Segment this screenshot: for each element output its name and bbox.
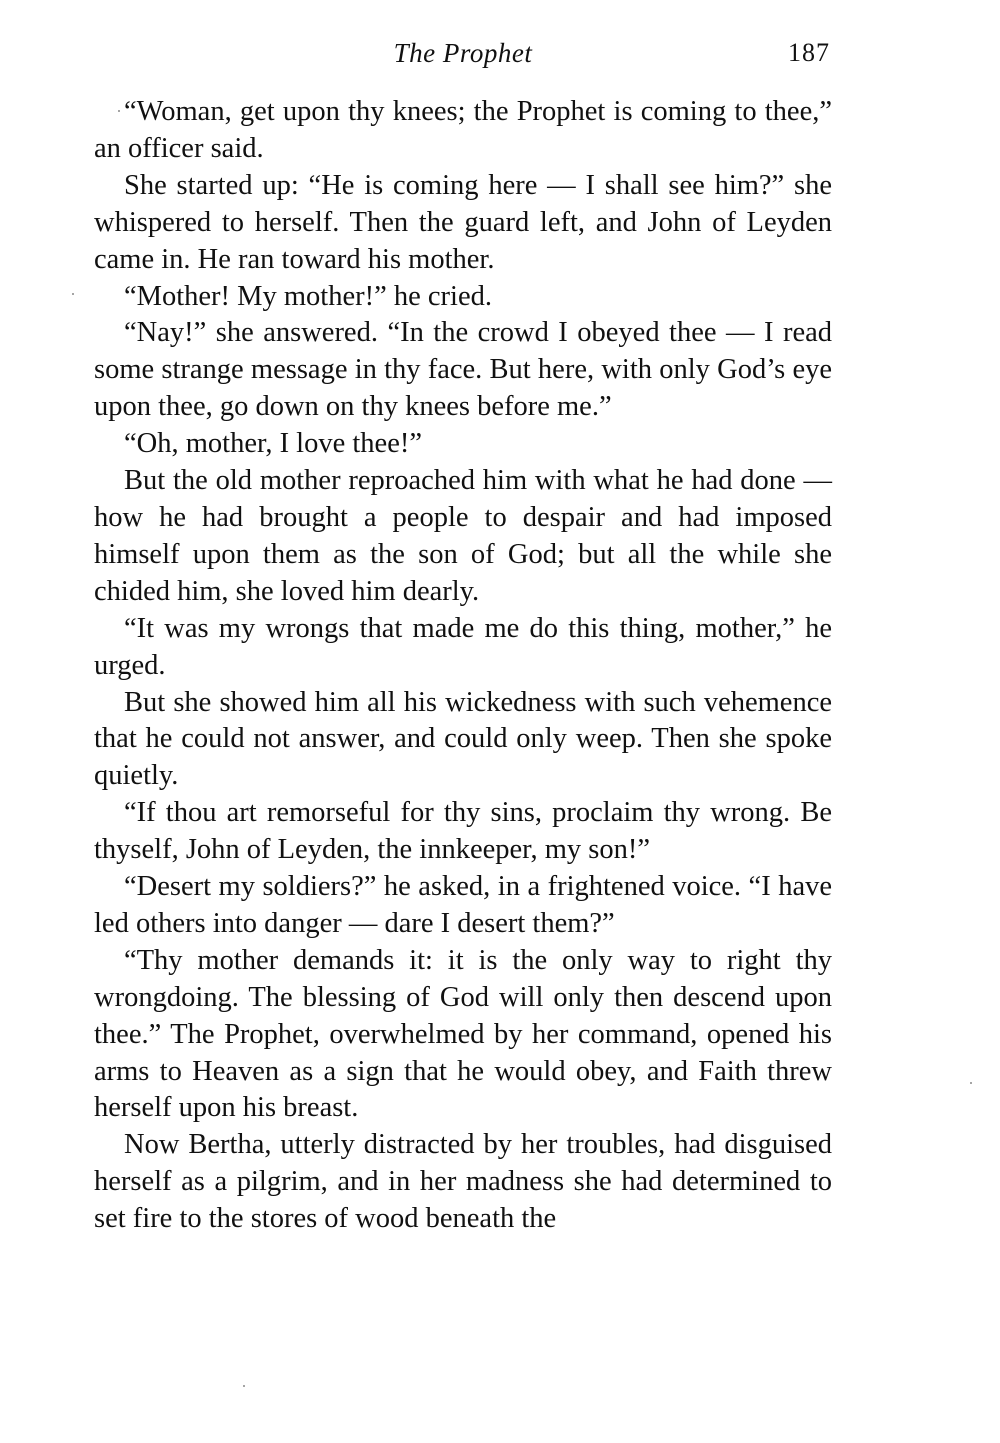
- paragraph: “Thy mother demands it: it is the only way to right thy wrongdoing. The blessing of God will only then descend upon thee.” The Prophet, overwhelmed by her command, opened his arms to Heaven as a sign that he would obey, and Faith threw herself upon his breast.: [94, 944, 832, 1124]
- body-text: [94, 94, 832, 1238]
- paragraph: But she showed him all his wickedness with such vehemence that he could not answer, and could only weep. Then she spoke quietly.: [94, 686, 832, 792]
- scan-speck: [243, 1385, 245, 1387]
- running-title: The Prophet: [393, 38, 533, 68]
- paragraph: But the old mother reproached him with what he had done — how he had brought a people to despair and had imposed himself upon them as the son of God; but all the while she chided him, she loved him dearly.: [94, 465, 832, 607]
- page-number: 187: [788, 38, 830, 67]
- paragraph: “Nay!” she answered. “In the crowd I obeyed thee — I read some strange message in thy face. But here, with only God’s eye upon thee, go down on thy knees before me.”: [94, 317, 832, 423]
- running-head: [94, 30, 832, 76]
- paragraph: Now Bertha, utterly distracted by her troubles, had disguised herself as a pilgrim, and in her madness she had determined to set fire to the stores of wood beneath the: [94, 1129, 832, 1235]
- paragraph: “Woman, get upon thy knees; the Prophet is coming to thee,” an officer said.: [94, 96, 832, 164]
- scan-speck: [118, 110, 120, 112]
- book-page: [94, 30, 832, 1238]
- paragraph: “Mother! My mother!” he cried.: [124, 280, 492, 312]
- paragraph: “If thou art remorseful for thy sins, proclaim thy wrong. Be thyself, John of Leyden, the innkeeper, my son!”: [94, 797, 832, 866]
- scan-speck: [970, 1082, 972, 1084]
- paragraph: “Oh, mother, I love thee!”: [124, 428, 422, 460]
- paragraph: She started up: “He is coming here — I shall see him?” she whispered to herself. Then the guard left, and John of Leyden came in. He ran toward his mother.: [94, 169, 832, 275]
- scan-speck: [72, 293, 74, 295]
- paragraph: “Desert my soldiers?” he asked, in a frightened voice. “I have led others into danger — dare I desert them?”: [94, 871, 832, 939]
- paragraph: “It was my wrongs that made me do this thing, mother,” he urged.: [94, 612, 832, 681]
